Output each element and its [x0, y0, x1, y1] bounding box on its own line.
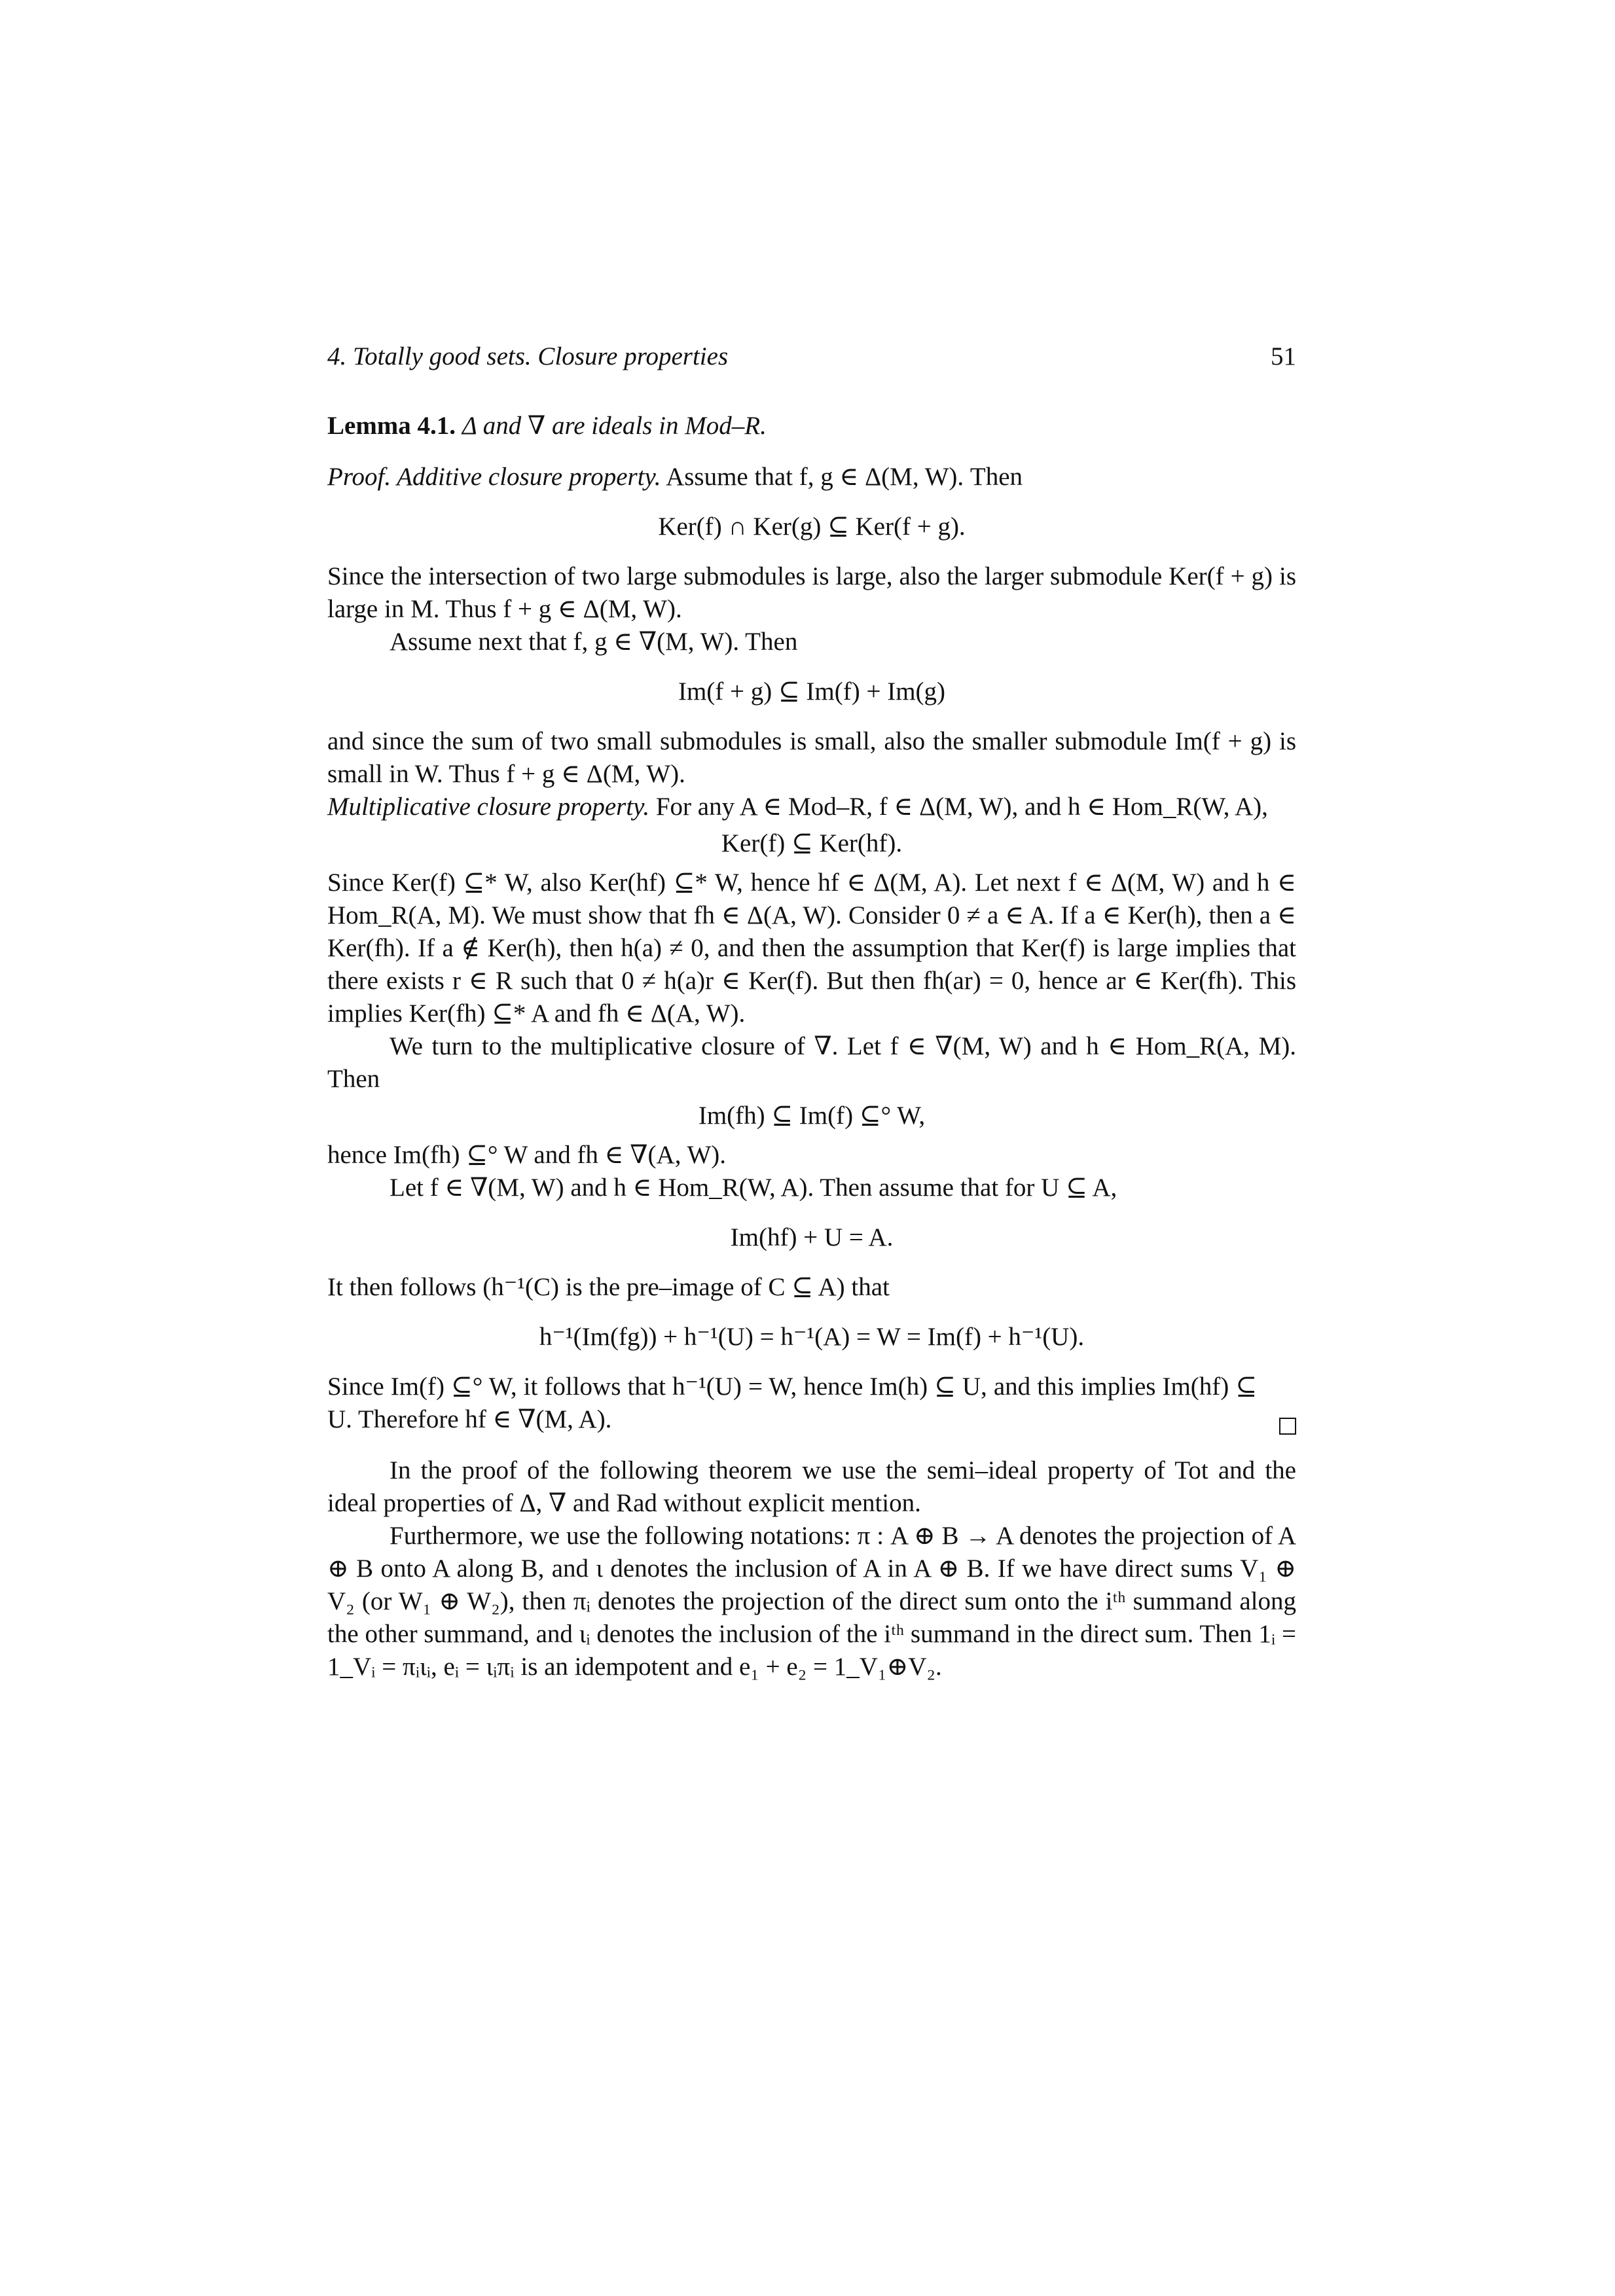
paragraph: Let f ∈ ∇(M, W) and h ∈ Hom_R(W, A). Then assume that for U ⊆ A,: [390, 1174, 1117, 1202]
equation-3: Ker(f) ⊆ Ker(hf).: [721, 829, 903, 857]
paragraph: It then follows (h⁻¹(C) is the pre–image of C ⊆ A) that: [327, 1273, 890, 1301]
lemma-label: Lemma 4.1.: [327, 412, 456, 440]
page-number: 51: [1271, 342, 1296, 370]
qed-square-icon: [1279, 1418, 1296, 1435]
equation-4: Im(fh) ⊆ Im(f) ⊆° W,: [698, 1102, 926, 1130]
section-title: 4. Totally good sets. Closure properties: [327, 342, 729, 370]
paragraph-text: For any A ∈ Mod–R, f ∈ Δ(M, W), and h ∈ Hom_R(W, A),: [655, 793, 1268, 821]
equation-6: h⁻¹(Im(fg)) + h⁻¹(U) = h⁻¹(A) = W = Im(f) + h⁻¹(U).: [539, 1323, 1085, 1351]
paragraph: [327, 791, 1296, 823]
page-content: [327, 340, 1296, 1683]
subheading: Multiplicative closure property.: [327, 793, 650, 821]
paragraph: and since the sum of two small submodules is small, also the smaller submodule Im(f + g) is small in W. Thus f + g ∈ Δ(M, W).: [327, 727, 1296, 788]
paragraph: We turn to the multiplicative closure of ∇. Let f ∈ ∇(M, W) and h ∈ Hom_R(A, M). Then: [327, 1032, 1296, 1093]
equation-1: Ker(f) ∩ Ker(g) ⊆ Ker(f + g).: [658, 512, 966, 541]
paragraph: Since the intersection of two large submodules is large, also the larger submodule Ker(f + g) is large in M. Thus f + g ∈ Δ(M, W).: [327, 562, 1296, 623]
proof-label: Proof. Additive closure property.: [327, 463, 661, 491]
lemma: [327, 410, 1296, 442]
paragraph: Assume next that f, g ∈ ∇(M, W). Then: [390, 628, 798, 656]
proof-intro-text: Assume that f, g ∈ Δ(M, W). Then: [666, 463, 1023, 491]
paragraph: hence Im(fh) ⊆° W and fh ∈ ∇(A, W).: [327, 1141, 727, 1169]
paragraph: In the proof of the following theorem we use the semi–ideal property of Tot and the ideal properties of Δ, ∇ and Rad without explicit mention.: [327, 1456, 1296, 1517]
paragraph: Since Im(f) ⊆° W, it follows that h⁻¹(U) = W, hence Im(h) ⊆ U, and this implies Im(hf) ⊆ U. Therefore hf ∈ ∇(M, A).: [327, 1372, 1257, 1433]
paragraph: Since Ker(f) ⊆* W, also Ker(hf) ⊆* W, hence hf ∈ Δ(M, A). Let next f ∈ Δ(M, W) and h ∈ Hom_R(A, M). We must show that fh ∈ Δ(A, W). Consider 0 ≠ a ∈ A. If a ∈ Ker(h), then a ∈ Ker(fh). If a ∉ Ker(h), then h(a) ≠ 0, and then the assumption that Ker(f) is large implies that there exists r ∈ R such that 0 ≠ h(a)r ∈ Ker(f). But then fh(ar) = 0, hence ar ∈ Ker(fh). This implies Ker(fh) ⊆* A and fh ∈ Δ(A, W).: [327, 869, 1296, 1028]
running-header: [327, 340, 1296, 373]
proof-intro: [327, 461, 1296, 493]
lemma-statement: Δ and ∇ are ideals in Mod–R.: [462, 412, 767, 440]
paragraph: Furthermore, we use the following notations: π : A ⊕ B → A denotes the projection of A ⊕ B onto A along B, and ι denotes the inclusion of A in A ⊕ B. If we have direct sums V₁ ⊕ V₂ (or W₁ ⊕ W₂), then πᵢ denotes the projection of the direct sum onto the iᵗʰ summand along the other summand, and ιᵢ denotes the inclusion of the iᵗʰ summand in the direct sum. Then 1ᵢ = 1_Vᵢ = πᵢιᵢ, eᵢ = ιᵢπᵢ is an idempotent and e₁ + e₂ = 1_V₁⊕V₂.: [327, 1522, 1296, 1681]
equation-2: Im(f + g) ⊆ Im(f) + Im(g): [678, 677, 946, 706]
proof-end: [327, 1371, 1296, 1436]
equation-5: Im(hf) + U = A.: [730, 1223, 894, 1251]
